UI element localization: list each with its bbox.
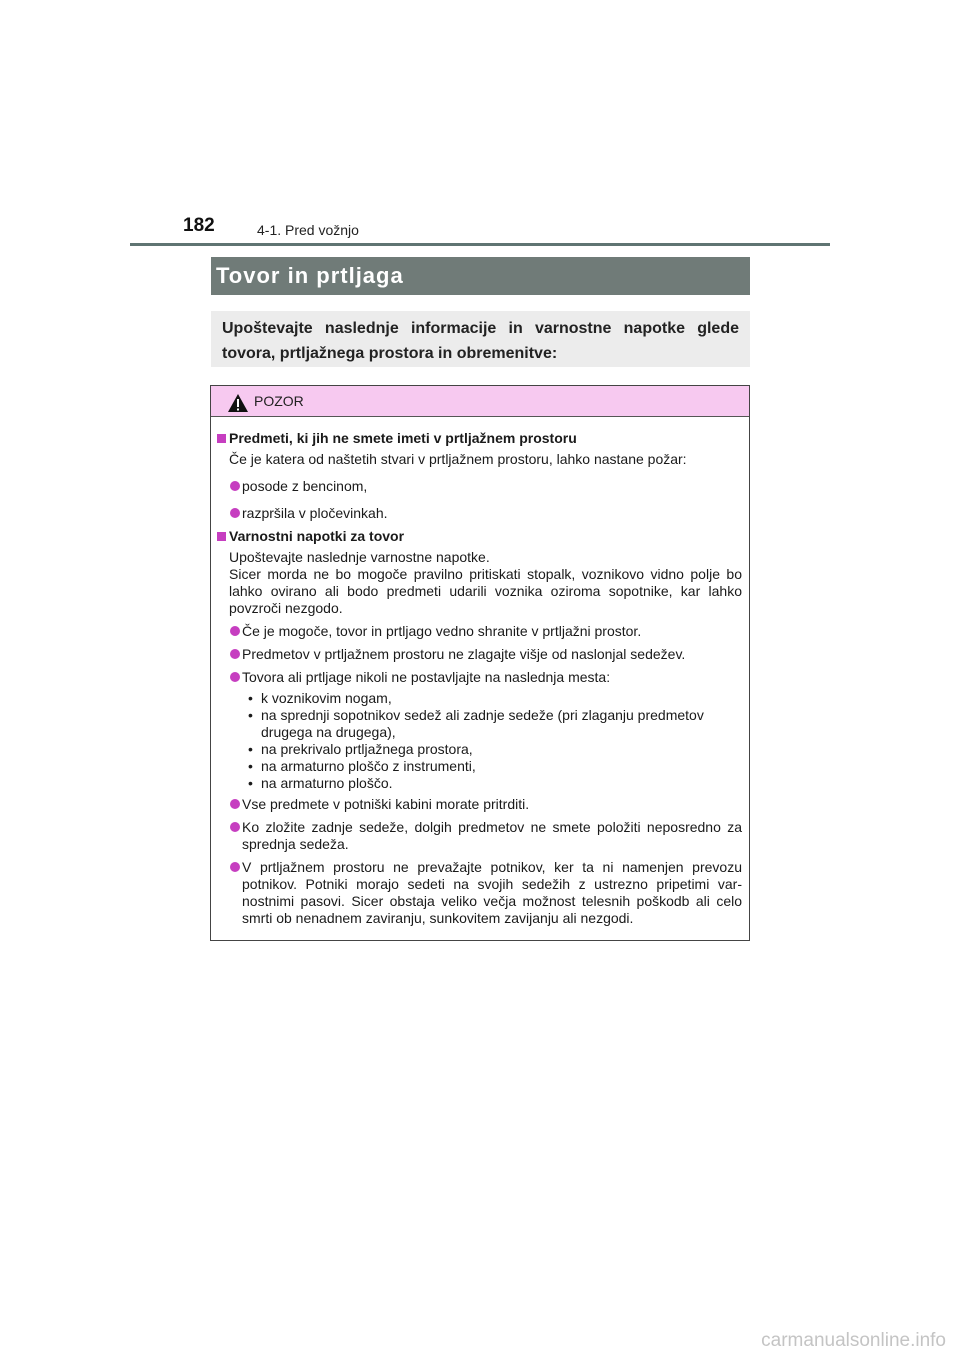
list-item: V prtljažnem prostoru ne prevažajte potnikov, ker ta ni namenjen prevozu potnikov. Potniki morajo sedeti na svojih sedežih z ustrezno pripetimi var-nostnimi pasovi. Sicer obstaja veliko večja možnost telesnih poškodb ali celo smrti ob nenadnem zaviranju, sunkovitem zavijanju ali nezgodi.	[217, 859, 742, 927]
section-label: 4-1. Pred vožnjo	[257, 222, 359, 238]
sub-bullet-marker: •	[248, 775, 253, 791]
section-heading: Varnostni napotki za tovor	[217, 528, 742, 545]
warning-header	[211, 386, 749, 417]
list-item: Če je mogoče, tovor in prtljago vedno shranite v prtljažni prostor.	[217, 623, 742, 640]
circle-bullet-icon	[230, 862, 240, 872]
warning-box	[210, 385, 750, 941]
list-item: razpršila v pločevinkah.	[217, 505, 742, 522]
section-heading: Predmeti, ki jih ne smete imeti v prtljažnem prostoru	[217, 430, 742, 447]
sub-bullet-marker: •	[248, 707, 253, 723]
sub-list	[217, 690, 742, 792]
sub-list-item: • na prekrivalo prtljažnega prostora,	[248, 741, 473, 757]
paragraph: Če je katera od naštetih stvari v prtljažnem prostoru, lahko nastane požar:	[229, 451, 687, 467]
list-item: Vse predmete v potniški kabini morate pritrditi.	[217, 796, 742, 813]
watermark: carmanualsonline.info	[761, 1330, 946, 1351]
square-bullet-icon	[217, 532, 226, 541]
warning-triangle-icon	[227, 393, 249, 413]
circle-bullet-icon	[230, 626, 240, 636]
list-item: Tovora ali prtljage nikoli ne postavljajte na naslednja mesta:	[217, 669, 742, 686]
warning-title: POZOR	[254, 393, 304, 409]
page-number: 182	[183, 215, 215, 236]
warning-body	[211, 417, 749, 927]
paragraph: Upoštevajte naslednje varnostne napotke.	[229, 549, 490, 565]
square-bullet-icon	[217, 434, 226, 443]
intro-box: Upoštevajte naslednje informacije in varnostne napotke glede tovora, prtljažnega prostora in obremenitve:	[211, 311, 750, 367]
circle-bullet-icon	[230, 649, 240, 659]
page-title: Tovor in prtljaga	[216, 263, 404, 288]
header-rule	[130, 243, 830, 246]
circle-bullet-icon	[230, 508, 240, 518]
sub-list-item: • na sprednji sopotnikov sedež ali zadnje sedeže (pri zlaganju predmetov drugega na drugega),	[248, 707, 704, 740]
title-bar	[211, 257, 750, 295]
circle-bullet-icon	[230, 822, 240, 832]
list-item: posode z bencinom,	[217, 478, 742, 495]
sub-bullet-marker: •	[248, 690, 253, 706]
sub-bullet-marker: •	[248, 741, 253, 757]
circle-bullet-icon	[230, 481, 240, 491]
list-item: Predmetov v prtljažnem prostoru ne zlagajte višje od naslonjal sedežev.	[217, 646, 742, 663]
list-item: Ko zložite zadnje sedeže, dolgih predmetov ne smete položiti neposredno za sprednja sedeža.	[217, 819, 742, 853]
circle-bullet-icon	[230, 672, 240, 682]
sub-list-item: • k voznikovim nogam,	[248, 690, 392, 706]
circle-bullet-icon	[230, 799, 240, 809]
sub-bullet-marker: •	[248, 758, 253, 774]
paragraph: Sicer morda ne bo mogoče pravilno pritiskati stopalk, voznikovo vidno polje bo lahko ovirano ali bodo predmeti udarili voznika oziroma sopotnike, kar lahko povzroči nezgodo.	[229, 566, 742, 616]
sub-list-item: • na armaturno ploščo.	[248, 775, 393, 791]
sub-list-item: • na armaturno ploščo z instrumenti,	[248, 758, 476, 774]
